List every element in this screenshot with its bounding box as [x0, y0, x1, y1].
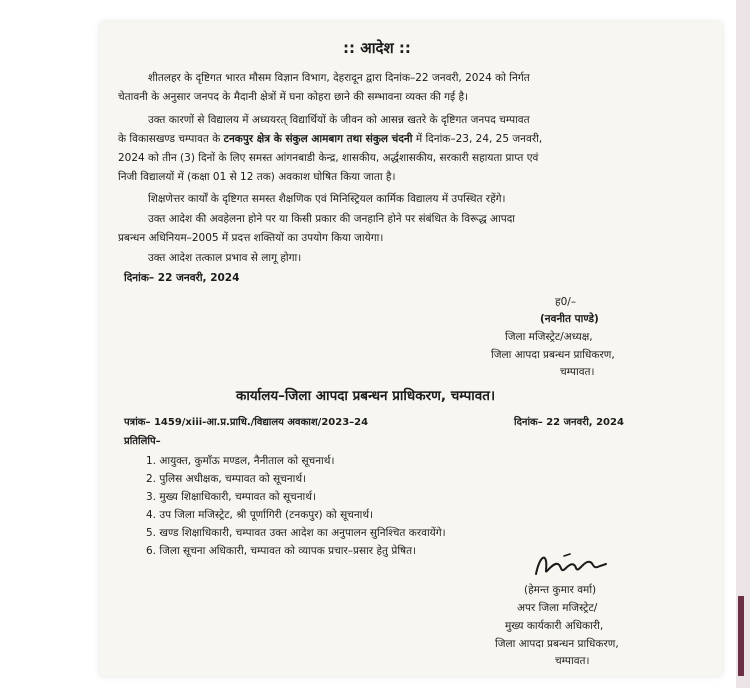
para-2-text-b: में दिनांक–23, 24, 25 जनवरी,: [415, 133, 543, 145]
copy-item: 1. आयुक्त, कुमाँऊ मण्डल, नैनीताल को सूचनार्थ।: [146, 455, 335, 467]
copy-item: 5. खण्ड शिक्षाधिकारी, चम्पावत उक्त आदेश का अनुपालन सुनिश्चित करवायेंगे।: [146, 527, 446, 539]
copy-item: 2. पुलिस अधीक्षक, चम्पावत को सूचनार्थ।: [146, 473, 307, 485]
para-2-text-a: के विकासखण्ड चम्पावत के: [118, 133, 221, 145]
handwritten-signature: [530, 548, 610, 582]
signatory1-place: चम्पावत।: [560, 366, 595, 378]
copy-heading: प्रतिलिपि–: [124, 436, 161, 447]
order-date: दिनांक– 22 जनवरी, 2024: [124, 272, 240, 284]
signatory2-role: मुख्य कार्यकारी अधिकारी,: [505, 620, 604, 632]
letter-date: दिनांक– 22 जनवरी, 2024: [514, 417, 624, 428]
para-1-line-2: चेतावनी के अनुसार जनपद के मैदानी क्षेत्रों में घना कोहरा छाने की सम्भावना व्यक्त की गई है।: [118, 91, 469, 103]
para-2-line-3: 2024 को तीन (3) दिनों के लिए समस्त आंगनबाडी केन्द्र, शासकीय, अर्द्धशासकीय, सरकारी सहायता प्राप्त एवं: [118, 152, 539, 164]
copy-item: 6. जिला सूचना अधिकारी, चम्पावत को व्यापक प्रचार–प्रसार हेतु प्रेषित।: [146, 545, 417, 557]
signatory1-name: (नवनीत पाण्डे): [540, 313, 599, 325]
office-heading: कार्यालय–जिला आपदा प्रबन्धन प्राधिकरण, चम्पावत।: [236, 388, 496, 404]
copy-item: 3. मुख्य शिक्षाधिकारी, चम्पावत को सूचनार्थ।: [146, 491, 316, 503]
signatory2-name: (हेमन्त कुमार वर्मा): [524, 584, 597, 596]
para-5: उक्त आदेश तत्काल प्रभाव से लागू होगा।: [148, 252, 302, 264]
para-4-line-2: प्रबन्धन अधिनियम–2005 में प्रदत्त शक्तियों का उपयोग किया जायेगा।: [118, 232, 384, 244]
para-4-line-1: उक्त आदेश की अवहेलना होने पर या किसी प्रकार की जनहानि होने पर संबंधित के विरूद्ध आपदा: [148, 213, 515, 225]
para-2-highlight: टनकपुर क्षेत्र के संकुल आमबाग तथा संकुल चंदनी: [223, 133, 413, 145]
para-1-line-1: शीतलहर के दृष्टिगत भारत मौसम विज्ञान विभाग, देहरादून द्वारा दिनांक–22 जनवरी, 2024 को निर्गत: [148, 72, 530, 84]
signatory2-authority: जिला आपदा प्रबन्धन प्राधिकरण,: [495, 638, 619, 650]
page-edge-mark: [738, 596, 744, 676]
para-3: शिक्षणेत्तर कार्यों के दृष्टिगत समस्त शैक्षणिक एवं मिनिस्ट्रियल कार्मिक विद्यालय में उपस्थित रहेंगे।: [148, 193, 506, 205]
signatory2-designation: अपर जिला मजिस्ट्रेट/: [517, 602, 598, 614]
copy-item: 4. उप जिला मजिस्ट्रेट, श्री पूर्णागिरी (टनकपुर) को सूचनार्थ।: [146, 509, 374, 521]
page-edge: [736, 0, 750, 688]
signatory2-place: चम्पावत।: [555, 655, 590, 667]
order-title: :: आदेश ::: [343, 39, 411, 57]
signatory1-designation: जिला मजिस्ट्रेट/अध्यक्ष,: [505, 331, 593, 343]
para-2-line-4: निजी विद्यालयों में (कक्षा 01 से 12 तक) अवकाश घोषित किया जाता है।: [118, 171, 396, 183]
letter-number: पत्रांक– 1459/xiii-आ.प्र.प्राधि./विद्यालय अवकाश/2023–24: [124, 417, 369, 428]
para-2-line-1: उक्त कारणों से विद्यालय में अध्ययरत् विद्यार्थियों के जीवन को आसन्न खतरे के दृष्टिगत जनपद चम्पावत: [148, 114, 530, 126]
signatory1-signed: ह0/–: [555, 296, 577, 308]
para-2-line-2: [118, 133, 542, 146]
signatory1-authority: जिला आपदा प्रबन्धन प्राधिकरण,: [491, 349, 615, 361]
